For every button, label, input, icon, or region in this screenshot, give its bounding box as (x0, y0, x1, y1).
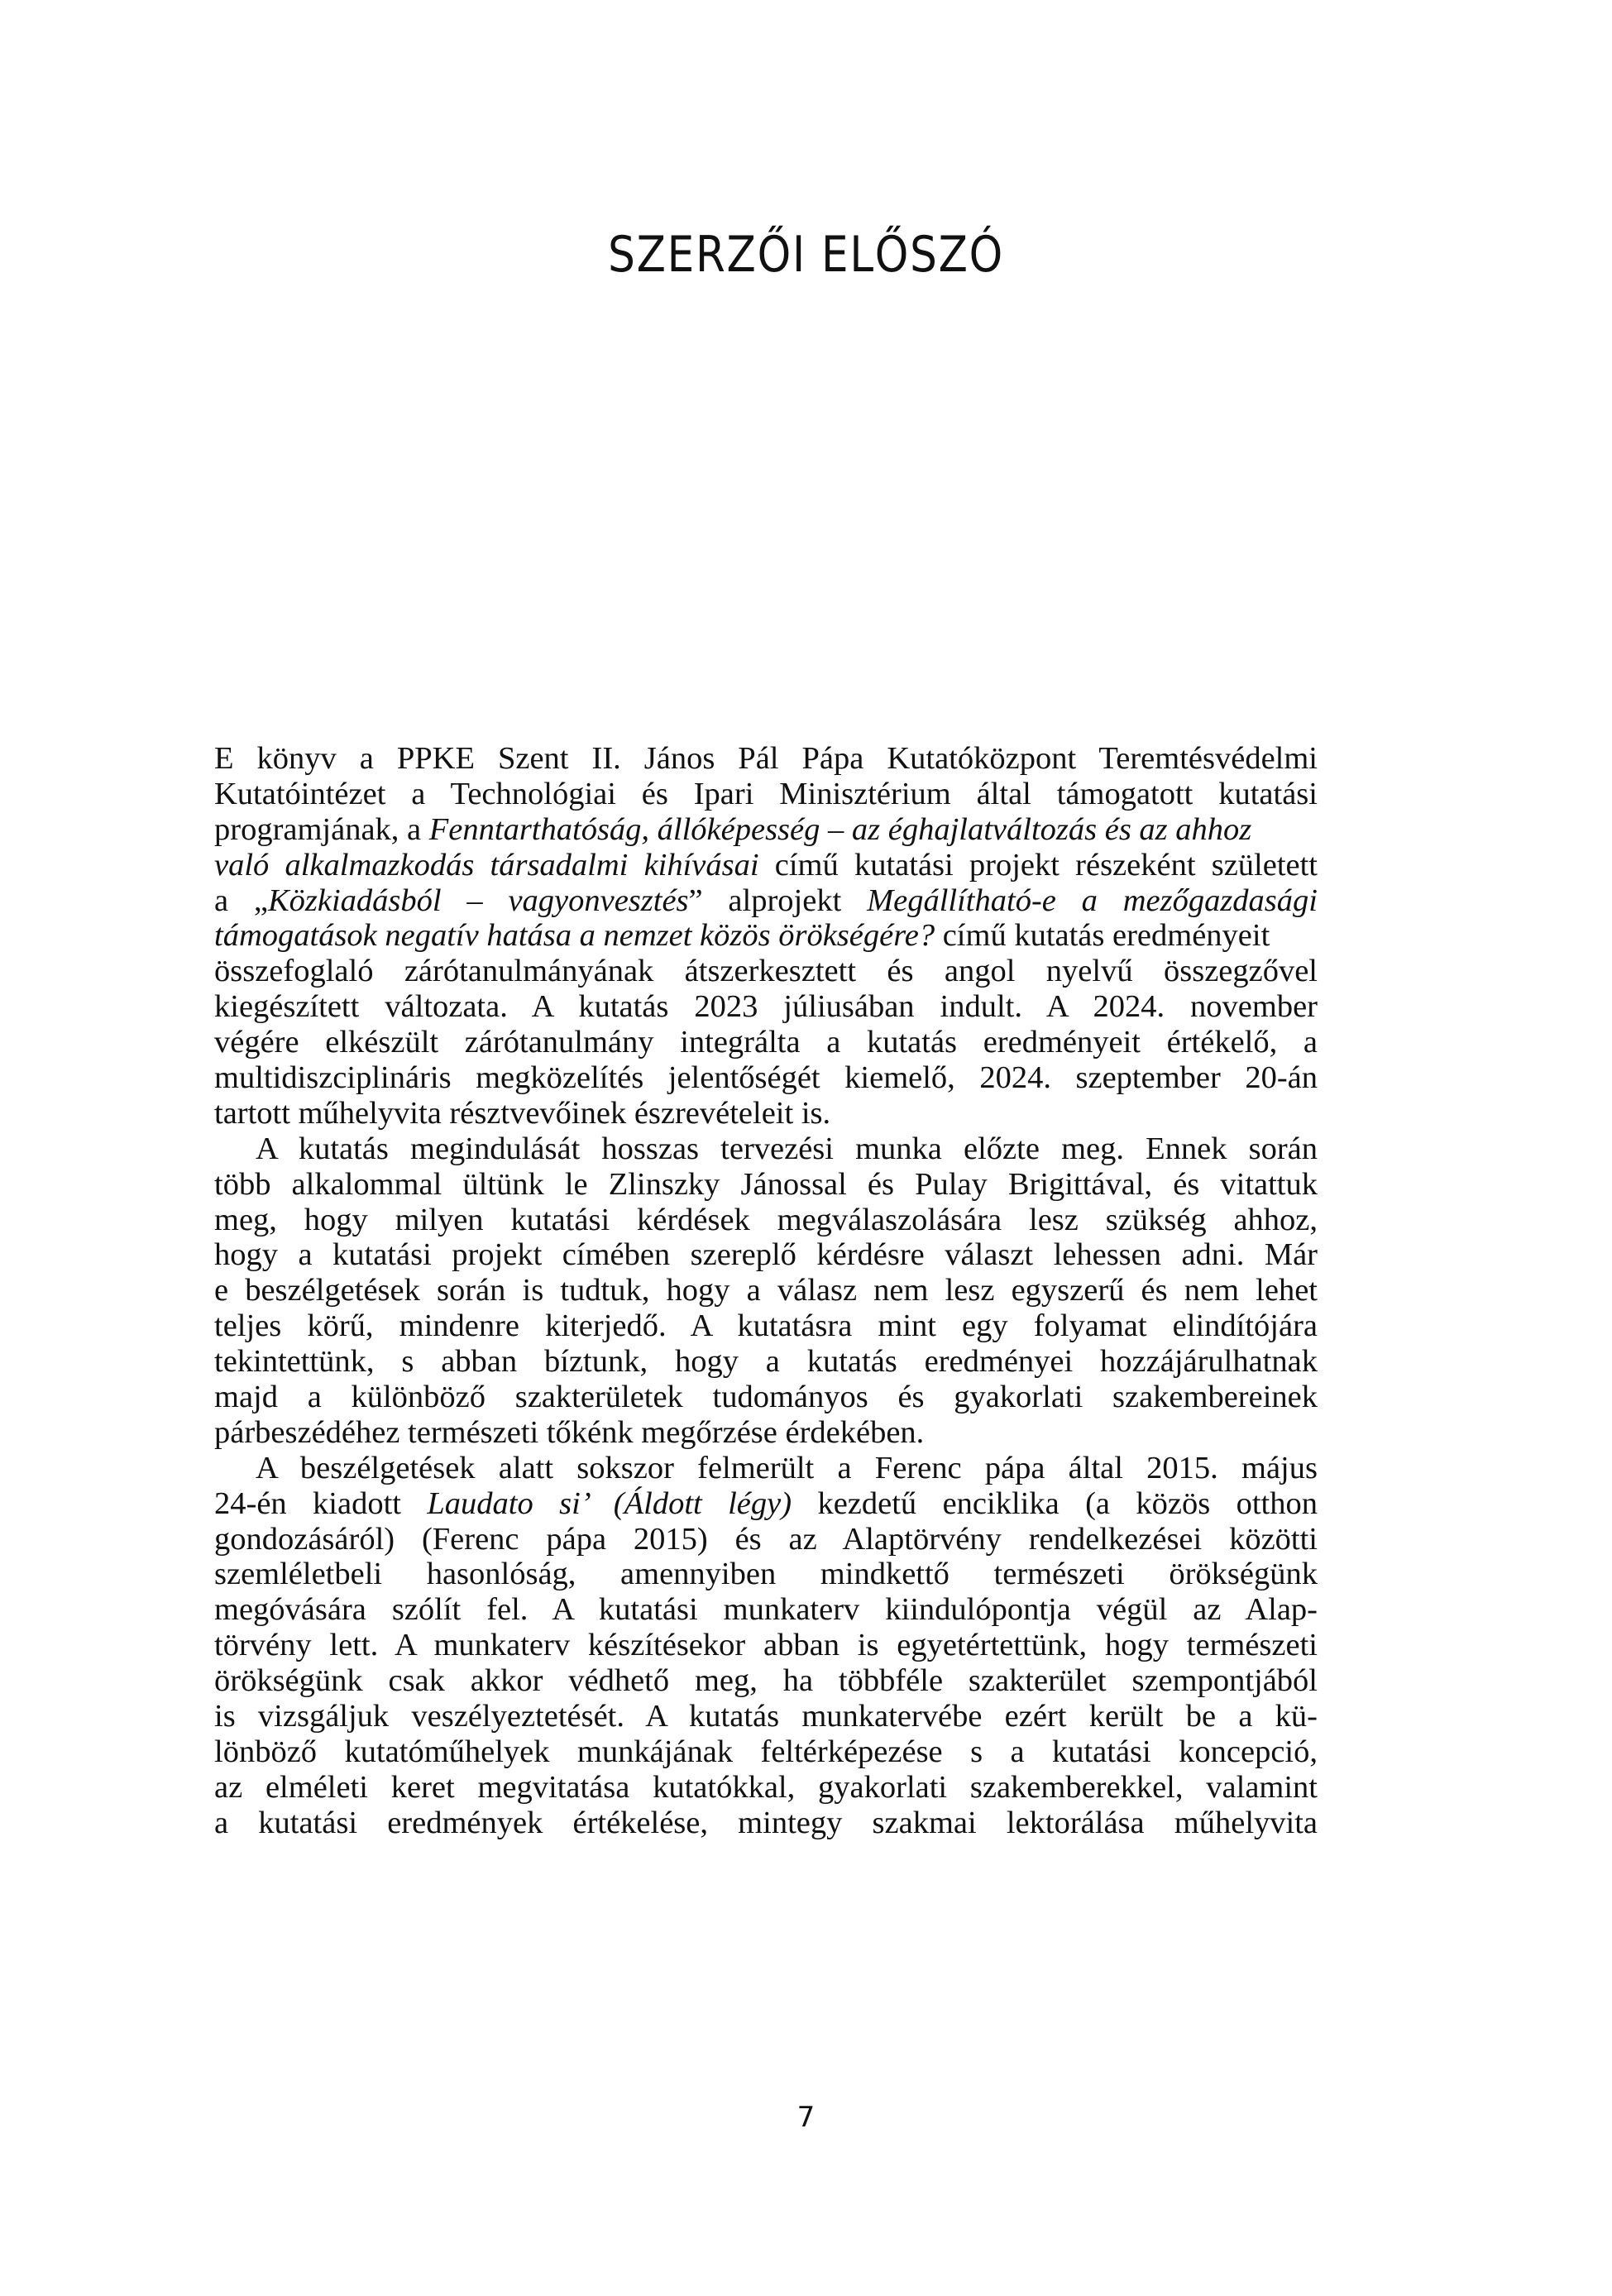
text-line (214, 1770, 1318, 1806)
text-line (214, 1131, 1318, 1167)
text-segment: törvény lett. A munkaterv készítésekor abban is egyetértettünk, hogy természeti (214, 1628, 1318, 1663)
text-line (214, 1273, 1318, 1308)
italic-text: Fenntarthatóság, állóképesség – az éghajlatváltozás és az ahhoz (428, 811, 1252, 847)
text-segment: Kutatóintézet a Technológiai és Ipari Minisztérium által támogatott kutatási (214, 776, 1318, 811)
text-segment: A kutatás megindulását hosszas tervezési munka előzte meg. Ennek során (256, 1131, 1318, 1166)
text-segment: című kutatás eredményeit (935, 918, 1270, 954)
text-line (214, 777, 1318, 812)
text-line (214, 1699, 1318, 1734)
text-line (214, 1486, 1318, 1522)
text-segment: című kutatási projekt részeként született (758, 847, 1318, 883)
paragraph (214, 1131, 1318, 1451)
italic-text: való alkalmazkodás társadalmi kihívásai (214, 847, 759, 883)
text-line (214, 848, 1318, 883)
text-segment: szemléletbeli hasonlóság, amennyiben mindkettő természeti örökségünk (214, 1557, 1318, 1592)
text-line (214, 1628, 1318, 1663)
text-segment: kiegészített változata. A kutatás 2023 júliusában indult. A 2024. november (214, 989, 1318, 1025)
italic-text: Közkiadásból – vagyonvesztés (267, 883, 689, 918)
text-line (214, 1344, 1318, 1380)
text-line (214, 918, 1318, 954)
text-line (214, 1308, 1318, 1344)
text-segment: az elméleti keret megvitatása kutatókkal, gyakorlati szakemberekkel, valamint (214, 1769, 1318, 1805)
text-line (214, 1734, 1318, 1770)
text-segment: programjának, a (214, 811, 429, 847)
text-line (214, 954, 1318, 989)
text-segment: teljes körű, mindenre kiterjedő. A kutatásra mint egy folyamat elindítójára (214, 1308, 1318, 1344)
text-line (214, 1237, 1318, 1273)
text-segment: 24-én kiadott (214, 1485, 428, 1521)
italic-text: Laudato si’ (Áldott légy) (427, 1485, 792, 1521)
text-line (214, 1167, 1318, 1203)
text-line (214, 1557, 1318, 1592)
text-segment: a „ (214, 883, 268, 918)
chapter-title: SZERZŐI ELŐSZÓ (608, 226, 1005, 284)
paragraph (214, 741, 1318, 1131)
text-segment: tekintettünk, s abban bíztunk, hogy a kutatás eredményei hozzájárulhatnak (214, 1344, 1318, 1380)
paragraph (214, 1451, 1318, 1841)
text-segment: több alkalommal ültünk le Zlinszky Jánossal és Pulay Brigittával, és vitattuk (214, 1166, 1318, 1202)
text-segment: majd a különböző szakterületek tudományos és gyakorlati szakembereinek (214, 1380, 1318, 1415)
text-line (214, 812, 1318, 848)
text-segment: tartott műhelyvita résztvevőinek észrevételeit is. (214, 1095, 831, 1131)
italic-text: Megállítható-e a mezőgazdasági (867, 883, 1318, 918)
text-segment: multidiszciplináris megközelítés jelentőségét kiemelő, 2024. szeptember 20-án (214, 1060, 1318, 1096)
text-segment: megóvására szólít fel. A kutatási munkaterv kiindulópontja végül az Alap- (214, 1592, 1318, 1628)
text-line (214, 989, 1318, 1025)
text-line (214, 1806, 1318, 1841)
text-segment: a kutatási eredmények értékelése, mintegy szakmai lektorálása műhelyvita (214, 1805, 1318, 1840)
text-segment: örökségünk csak akkor védhető meg, ha többféle szakterület szempontjából (214, 1663, 1318, 1699)
text-segment: meg, hogy milyen kutatási kérdések megválaszolására lesz szükség ahhoz, (214, 1202, 1318, 1237)
text-segment: is vizsgáljuk veszélyeztetését. A kutatás munkatervébe ezért került be a kü- (214, 1699, 1318, 1734)
text-segment: gondozásáról) (Ferenc pápa 2015) és az Alaptörvény rendelkezései közötti (214, 1521, 1318, 1557)
text-segment: ” alprojekt (688, 883, 868, 918)
text-line (214, 1415, 1318, 1451)
text-line (214, 741, 1318, 777)
text-line (214, 1025, 1318, 1060)
text-segment: e beszélgetések során is tudtuk, hogy a válasz nem lesz egyszerű és nem lehet (214, 1273, 1318, 1308)
body-text (214, 741, 1318, 1841)
text-line (214, 1663, 1318, 1699)
text-line (214, 1203, 1318, 1238)
text-segment: lönböző kutatóműhelyek munkájának feltérképezése s a kutatási koncepció, (214, 1734, 1318, 1769)
text-line (214, 1096, 1318, 1131)
text-segment: végére elkészült zárótanulmány integrálta a kutatás eredményeit értékelő, a (214, 1025, 1318, 1060)
page-number: 7 (796, 2101, 816, 2134)
text-segment: hogy a kutatási projekt címében szereplő kérdésre választ lehessen adni. Már (214, 1237, 1318, 1273)
text-line (214, 1060, 1318, 1096)
text-segment: E könyv a PPKE Szent II. János Pál Pápa Kutatóközpont Teremtésvédelmi (214, 741, 1318, 776)
text-segment: kezdetű enciklika (a közös otthon (792, 1485, 1318, 1521)
text-line (214, 1451, 1318, 1486)
text-line (214, 1380, 1318, 1415)
text-segment: összefoglaló zárótanulmányának átszerkesztett és angol nyelvű összegzővel (214, 954, 1318, 989)
text-segment: párbeszédéhez természeti tőkénk megőrzése érdekében. (214, 1414, 925, 1450)
text-line (214, 883, 1318, 919)
text-line (214, 1522, 1318, 1557)
text-segment: A beszélgetések alatt sokszor felmerült a Ferenc pápa által 2015. május (256, 1450, 1318, 1485)
text-line (214, 1592, 1318, 1628)
italic-text: támogatások negatív hatása a nemzet közös örökségére? (214, 918, 935, 954)
